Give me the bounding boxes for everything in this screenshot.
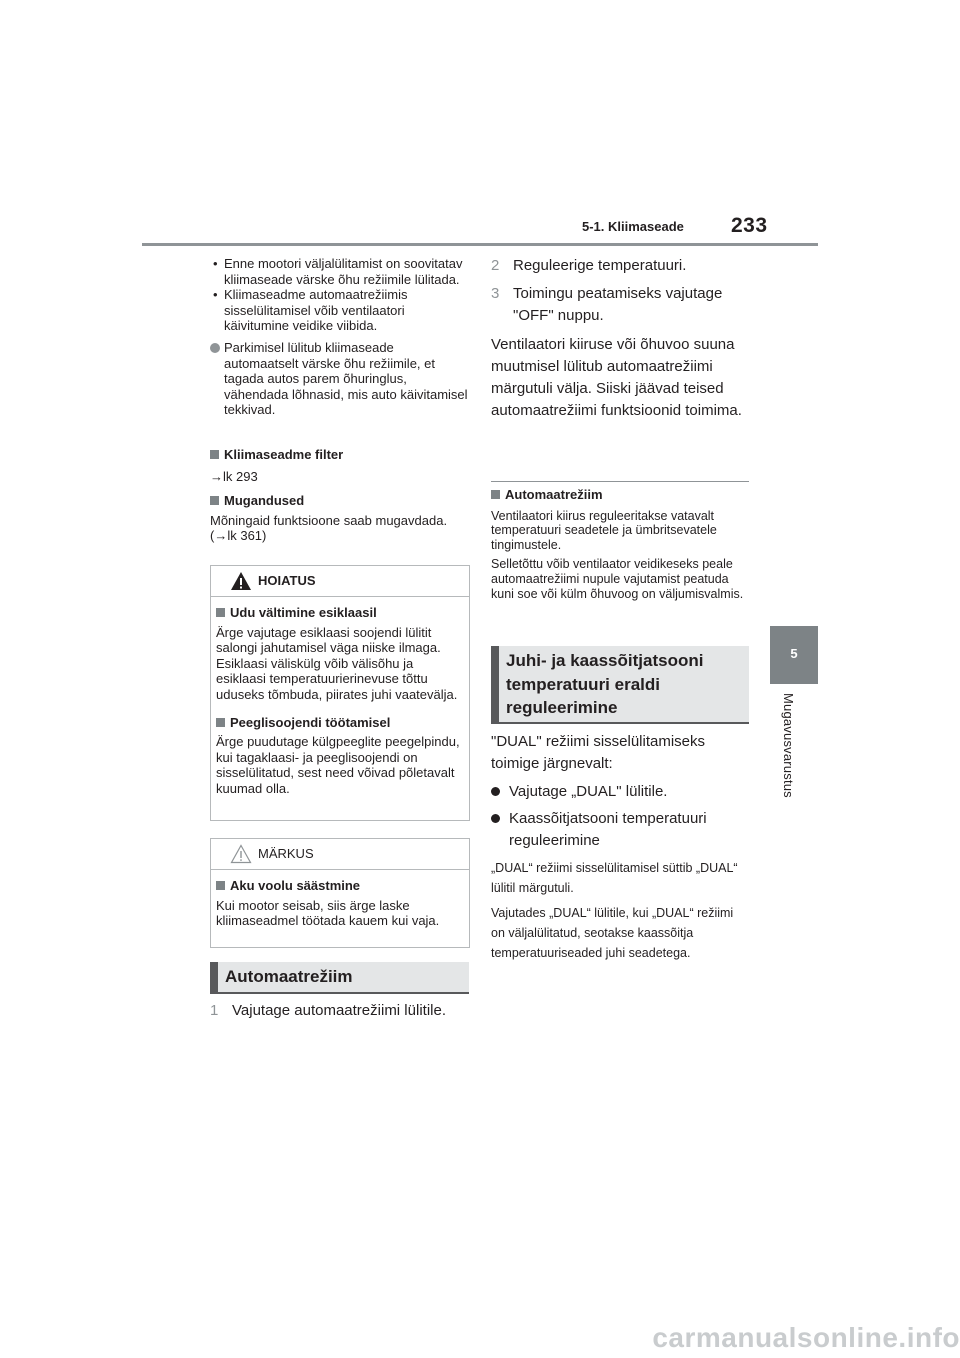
notice-header [211,839,469,870]
customization-text: Mõningaid funktsioone saab mugavdada. (→lk 361) [210,512,448,544]
warning-box [210,565,470,821]
filter-reference[interactable]: →lk 293 [210,468,258,484]
square-bullet-icon [210,496,219,505]
filter-heading: Kliimaseadme filter [210,447,469,463]
divider [491,481,749,482]
warning-item-text: Ärge puudutage külgpeeglite peegelpindu, kui tagaklaasi- ja peeglisoojendi on sisselülitatud, sest need võivad põletavalt kuumad olla. [216,734,460,796]
step-2: 2 Reguleerige temperatuuri. [491,255,750,277]
caution-outline-icon [230,844,252,864]
square-bullet-icon [216,608,225,617]
step-3: 3 Toimingu peatamiseks vajutage "OFF" nuppu. [491,285,723,324]
warning-icon [230,571,252,591]
square-bullet-icon [491,490,500,499]
tips-list [210,256,469,334]
step-number: 1 [210,1002,219,1019]
page-number: 233 [731,214,768,237]
header-rule [142,243,818,246]
list-item: Kaassõitjatsooni temperatuuri reguleerimine [491,808,750,852]
auto-mode-info-heading: Automaatrežiim [491,487,753,503]
auto-mode-info-text: Selletõttu võib ventilaator veidikeseks peale automaatrežiimi nupule vajutamist peatuda kuni soe või külm õhuvoog on väljumisvalmis. [491,557,744,601]
warning-item-text: Ärge vajutage esiklaasi soojendi lülitit salongi jahutamisel väga niiske ilmaga. Esiklaasi väliskülg võib välisõhu ja esiklaasi temperatuurierinevuse tõttu uduseks tõmbuda, piirates juhi vaatevälja. [216,624,458,702]
notice-box [210,838,470,948]
dual-note: „DUAL“ režiimi sisselülitamisel süttib „DUAL“ lülitil märgutuli. [491,861,738,895]
dual-note: Vajutades „DUAL“ lülitile, kui „DUAL“ režiimi on väljalülitatud, seotakse kaassõitja temperatuuriseaded juhi seadetega. [491,906,734,960]
section-title: 5-1. Kliimaseade [582,219,684,234]
step-number: 2 [491,257,500,274]
warning-title: HOIATUS [258,573,316,588]
section-heading-auto-mode: Automaatrežiim [210,962,469,994]
dual-intro: "DUAL" režiimi sisselülitamiseks toimige järgnevalt: [491,733,706,772]
step-1: 1 Vajutage automaatrežiimi lülitile. [210,1000,492,1022]
list-item: • Kliimaseadme automaatrežiimis sisselülitamisel võib ventilaatori käivitumine veidike viibida. [210,287,469,334]
notice-title: MÄRKUS [258,846,314,861]
chapter-number: 5 [790,646,798,661]
bullet-dot-icon [491,814,500,823]
bullet-dot-icon [491,787,500,796]
right-column [491,255,750,422]
square-bullet-icon [210,450,219,459]
customization-heading: Mugandused [210,493,469,509]
bullet-dot-icon [210,343,220,353]
dual-instructions [491,731,750,963]
chapter-title: Mugavusvarustus [781,693,796,798]
parking-note: Parkimisel lülitub kliimaseade automaatselt värske õhu režiimile, et tagada autos parem õhuringlus, vähendada lõhnasid, mis auto käivitamisel tekkivad. [210,340,469,418]
auto-mode-paragraph: Ventilaatori kiiruse või õhuvoo suuna muutmisel lülitub automaatrežiimi märgutuli välja. Siiski jäävad teised automaatrežiimi funktsioonid toimima. [491,336,742,419]
watermark: carmanualsonline.info [652,1322,960,1353]
square-bullet-icon [216,881,225,890]
notice-item-text: Kui mootor seisab, siis ärge laske kliimaseadmel töötada kauem kui vaja. [216,897,440,929]
warning-item-heading: Peeglisoojendi töötamisel [216,715,464,731]
customization-block [210,493,469,544]
filter-block [210,447,469,484]
warning-item-heading: Udu vältimine esiklaasil [216,605,464,621]
auto-mode-info [491,487,753,601]
warning-header [211,566,469,597]
step-number: 3 [491,285,500,302]
list-item: • Enne mootori väljalülitamist on soovitatav kliimaseade värske õhu režiimile lülitada. [210,256,469,287]
auto-mode-info-text: Ventilaatori kiirus reguleeritakse vatavalt temperatuuri seadetele ja ümbritsevatele tingimustele. [491,508,717,552]
notice-item-heading: Aku voolu säästmine [216,878,464,894]
chapter-tab[interactable] [770,626,818,684]
section-heading-dual: Juhi- ja kaassõitjatsooni temperatuuri eraldi reguleerimine [491,646,749,724]
list-item: Vajutage „DUAL" lülitile. [491,781,750,803]
square-bullet-icon [216,718,225,727]
left-column [210,256,469,418]
